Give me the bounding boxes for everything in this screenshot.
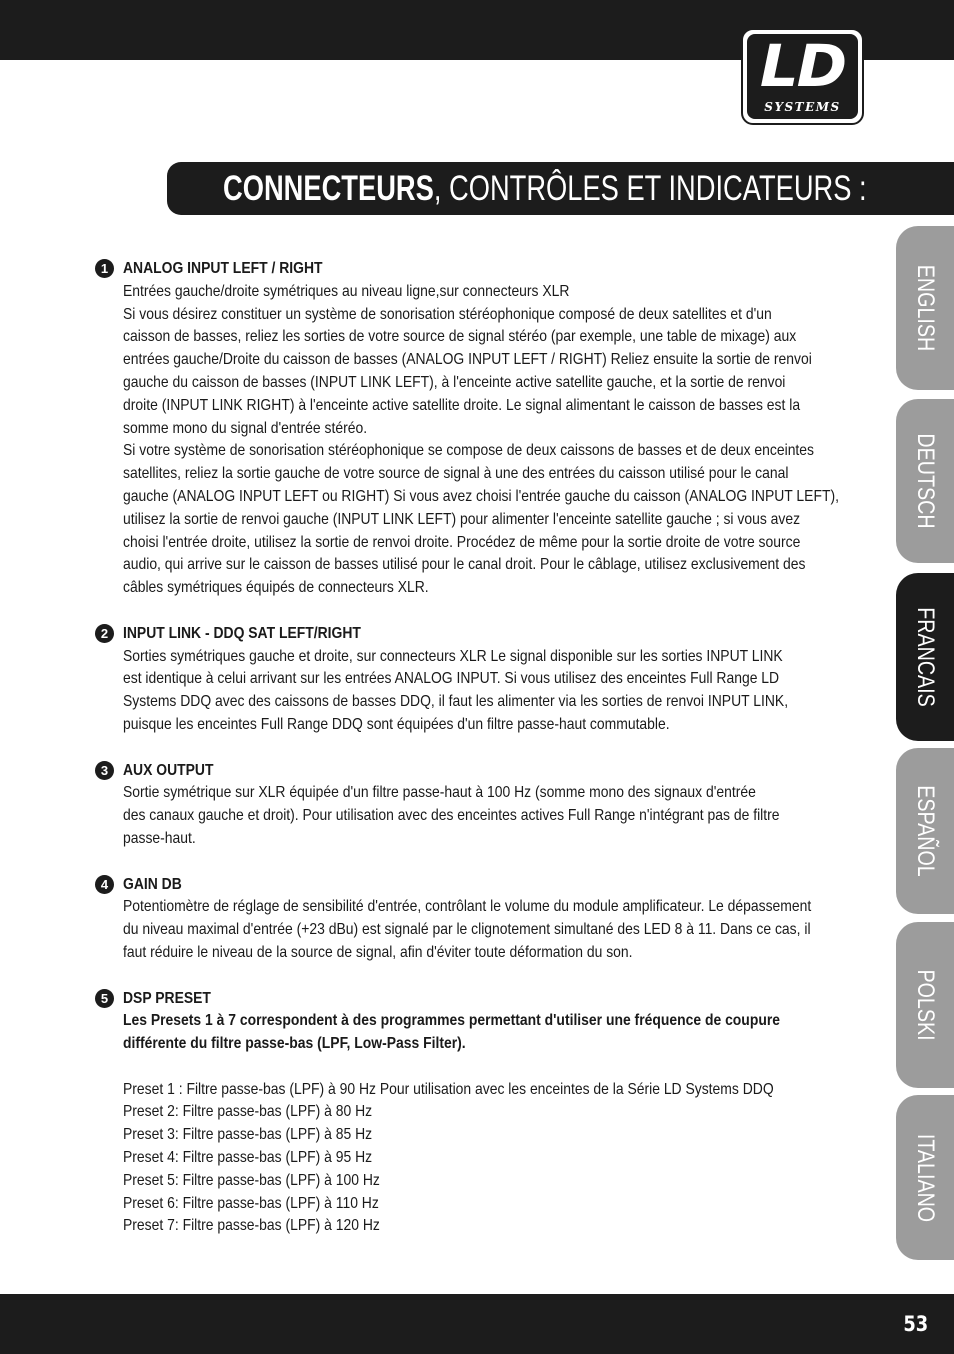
title-band	[167, 162, 954, 215]
body-line: des canaux gauche et droit). Pour utilisation avec des enceintes actives Full Range n'intégrant pas de filtre	[123, 807, 780, 825]
tab-italiano[interactable]	[896, 1095, 954, 1260]
tab-label: FRANCAIS	[912, 607, 939, 707]
section-heading: DSP PRESET	[123, 989, 211, 1007]
section-number-badge: 1	[95, 259, 114, 278]
section-spacer	[95, 737, 865, 760]
body-line: câbles symétriques équipés de connecteurs XLR.	[123, 579, 429, 597]
tab-label: DEUTSCH	[912, 433, 939, 529]
body-line: Potentiomètre de réglage de sensibilité d'entrée, contrôlant le volume du module amplificateur. Le dépassement	[123, 898, 812, 916]
logo-subtitle: SYSTEMS	[764, 100, 841, 114]
section-3	[95, 760, 865, 851]
section-number-badge: 5	[95, 989, 114, 1008]
body-line: droite (INPUT LINK RIGHT) à l'enceinte active satellite droite. Le signal alimentant le caisson de basses est la	[123, 396, 801, 414]
body-line: faut réduire le niveau de la source de signal, afin d'éviter toute déformation du son.	[123, 943, 633, 961]
section-spacer	[95, 851, 865, 874]
tab-label: POLSKI	[912, 969, 939, 1041]
body-line: Sorties symétriques gauche et droite, sur connecteurs XLR Le signal disponible sur les sorties INPUT LINK	[123, 647, 783, 665]
section-heading: ANALOG INPUT LEFT / RIGHT	[123, 260, 323, 277]
body-line: passe-haut.	[123, 829, 196, 847]
section-number-badge: 3	[95, 761, 114, 780]
body-line: Preset 4: Filtre passe-bas (LPF) à 95 Hz	[123, 1149, 373, 1167]
body-line: du niveau maximal d'entrée (+23 dBu) est signalé par le clignotement simultané des LED 8 à 11. Dans ce cas, il	[123, 921, 811, 939]
page-number: 53	[903, 1312, 928, 1336]
body-line: gauche (ANALOG INPUT LEFT ou RIGHT) Si vous avez choisi l'entrée gauche du caisson (ANALOG INPUT LEFT),	[123, 487, 839, 505]
section-heading: AUX OUTPUT	[123, 761, 214, 779]
body-line: audio, qui arrive sur le caisson de basses utilisé pour le canal droit. Pour le câblage, utilisez exclusivement des	[123, 556, 806, 574]
body-line: Entrées gauche/droite symétriques au niveau ligne,sur connecteurs XLR	[123, 282, 570, 300]
tab-espanol[interactable]	[896, 748, 954, 914]
logo-letters: LD	[759, 34, 846, 100]
tab-deutsch[interactable]	[896, 399, 954, 563]
spacer	[123, 1056, 865, 1079]
body-line: Preset 5: Filtre passe-bas (LPF) à 100 Hz	[123, 1171, 380, 1189]
tab-label: ENGLISH	[912, 264, 939, 352]
body-line: choisi l'entrée droite, utilisez la sortie de renvoi droite. Procédez de même pour la sortie droite de votre source	[123, 533, 801, 551]
body-line: Systems DDQ avec des caissons de basses DDQ, il faut les alimenter via les sorties de renvoi INPUT LINK,	[123, 693, 789, 711]
body-line: Preset 3: Filtre passe-bas (LPF) à 85 Hz	[123, 1126, 373, 1144]
section-heading: INPUT LINK - DDQ SAT LEFT/RIGHT	[123, 624, 361, 642]
body-line: puisque les enceintes Full Range DDQ sont équipées d'un filtre passe-haut commutable.	[123, 715, 670, 733]
body-line: Si vous désirez constituer un système de sonorisation stéréophonique composé de deux satellites et d'un	[123, 305, 772, 323]
body-line: entrées gauche/Droite du caisson de basses (ANALOG INPUT LEFT / RIGHT) Reliez ensuite la sortie de renvoi	[123, 351, 812, 369]
page-title-bold: CONNECTEURS	[223, 169, 434, 208]
section-heading: GAIN DB	[123, 875, 182, 893]
body-line: est identique à celui arrivant sur les entrées ANALOG INPUT. Si vous utilisez des enceintes Full Range LD	[123, 670, 780, 688]
section-spacer	[95, 965, 865, 988]
body-line: caisson de basses, reliez les sorties de votre source de signal stéréo (par exemple, une table de mixage) aux	[123, 328, 797, 346]
body-line: somme mono du signal d'entrée stéréo.	[123, 419, 368, 437]
section-number-badge: 4	[95, 875, 114, 894]
bottom-bar	[0, 1294, 954, 1354]
body-line: utilisez la sortie de renvoi gauche (INPUT LINK LEFT) pour alimenter l'enceinte satellite gauche ; si vous avez	[123, 510, 801, 528]
body-line: Preset 6: Filtre passe-bas (LPF) à 110 Hz	[123, 1194, 379, 1212]
section-4	[95, 874, 865, 965]
body-line: Preset 2: Filtre passe-bas (LPF) à 80 Hz	[123, 1103, 373, 1121]
page-title-rest: , CONTRÔLES ET INDICATEURS :	[433, 169, 867, 208]
page-title	[223, 169, 867, 209]
section-2	[95, 623, 865, 737]
tab-english[interactable]	[896, 226, 954, 390]
tab-francais[interactable]	[896, 573, 954, 741]
tab-label: ITALIANO	[912, 1133, 939, 1222]
body-line: Preset 7: Filtre passe-bas (LPF) à 120 Hz	[123, 1217, 380, 1235]
section-5	[95, 988, 865, 1239]
main-content	[95, 258, 865, 1238]
section-number-badge: 2	[95, 624, 114, 643]
section-bold-line: différente du filtre passe-bas (LPF, Low-Pass Filter).	[123, 1035, 466, 1053]
section-spacer	[95, 600, 865, 623]
ld-systems-logo	[741, 28, 864, 125]
body-line: Si votre système de sonorisation stéréophonique se compose de deux caissons de basses et de deux enceintes	[123, 442, 815, 460]
tab-label: ESPAÑOL	[912, 785, 939, 877]
logo-plate	[747, 34, 858, 119]
tab-polski[interactable]	[896, 922, 954, 1088]
section-bold-line: Les Presets 1 à 7 correspondent à des programmes permettant d'utiliser une fréquence de coupure	[123, 1012, 780, 1030]
body-line: satellites, reliez la sortie gauche de votre source de signal à une des entrées du caisson utilisé pour le canal	[123, 465, 789, 483]
section-1	[95, 258, 865, 600]
body-line: Sortie symétrique sur XLR équipée d'un filtre passe-haut à 100 Hz (somme mono des signaux d'entrée	[123, 784, 756, 802]
body-line: Preset 1 : Filtre passe-bas (LPF) à 90 Hz Pour utilisation avec les enceintes de la Série LD Systems DDQ	[123, 1080, 774, 1098]
body-line: gauche du caisson de basses (INPUT LINK LEFT), à l'enceinte active satellite gauche, et la sortie de renvoi	[123, 373, 786, 391]
